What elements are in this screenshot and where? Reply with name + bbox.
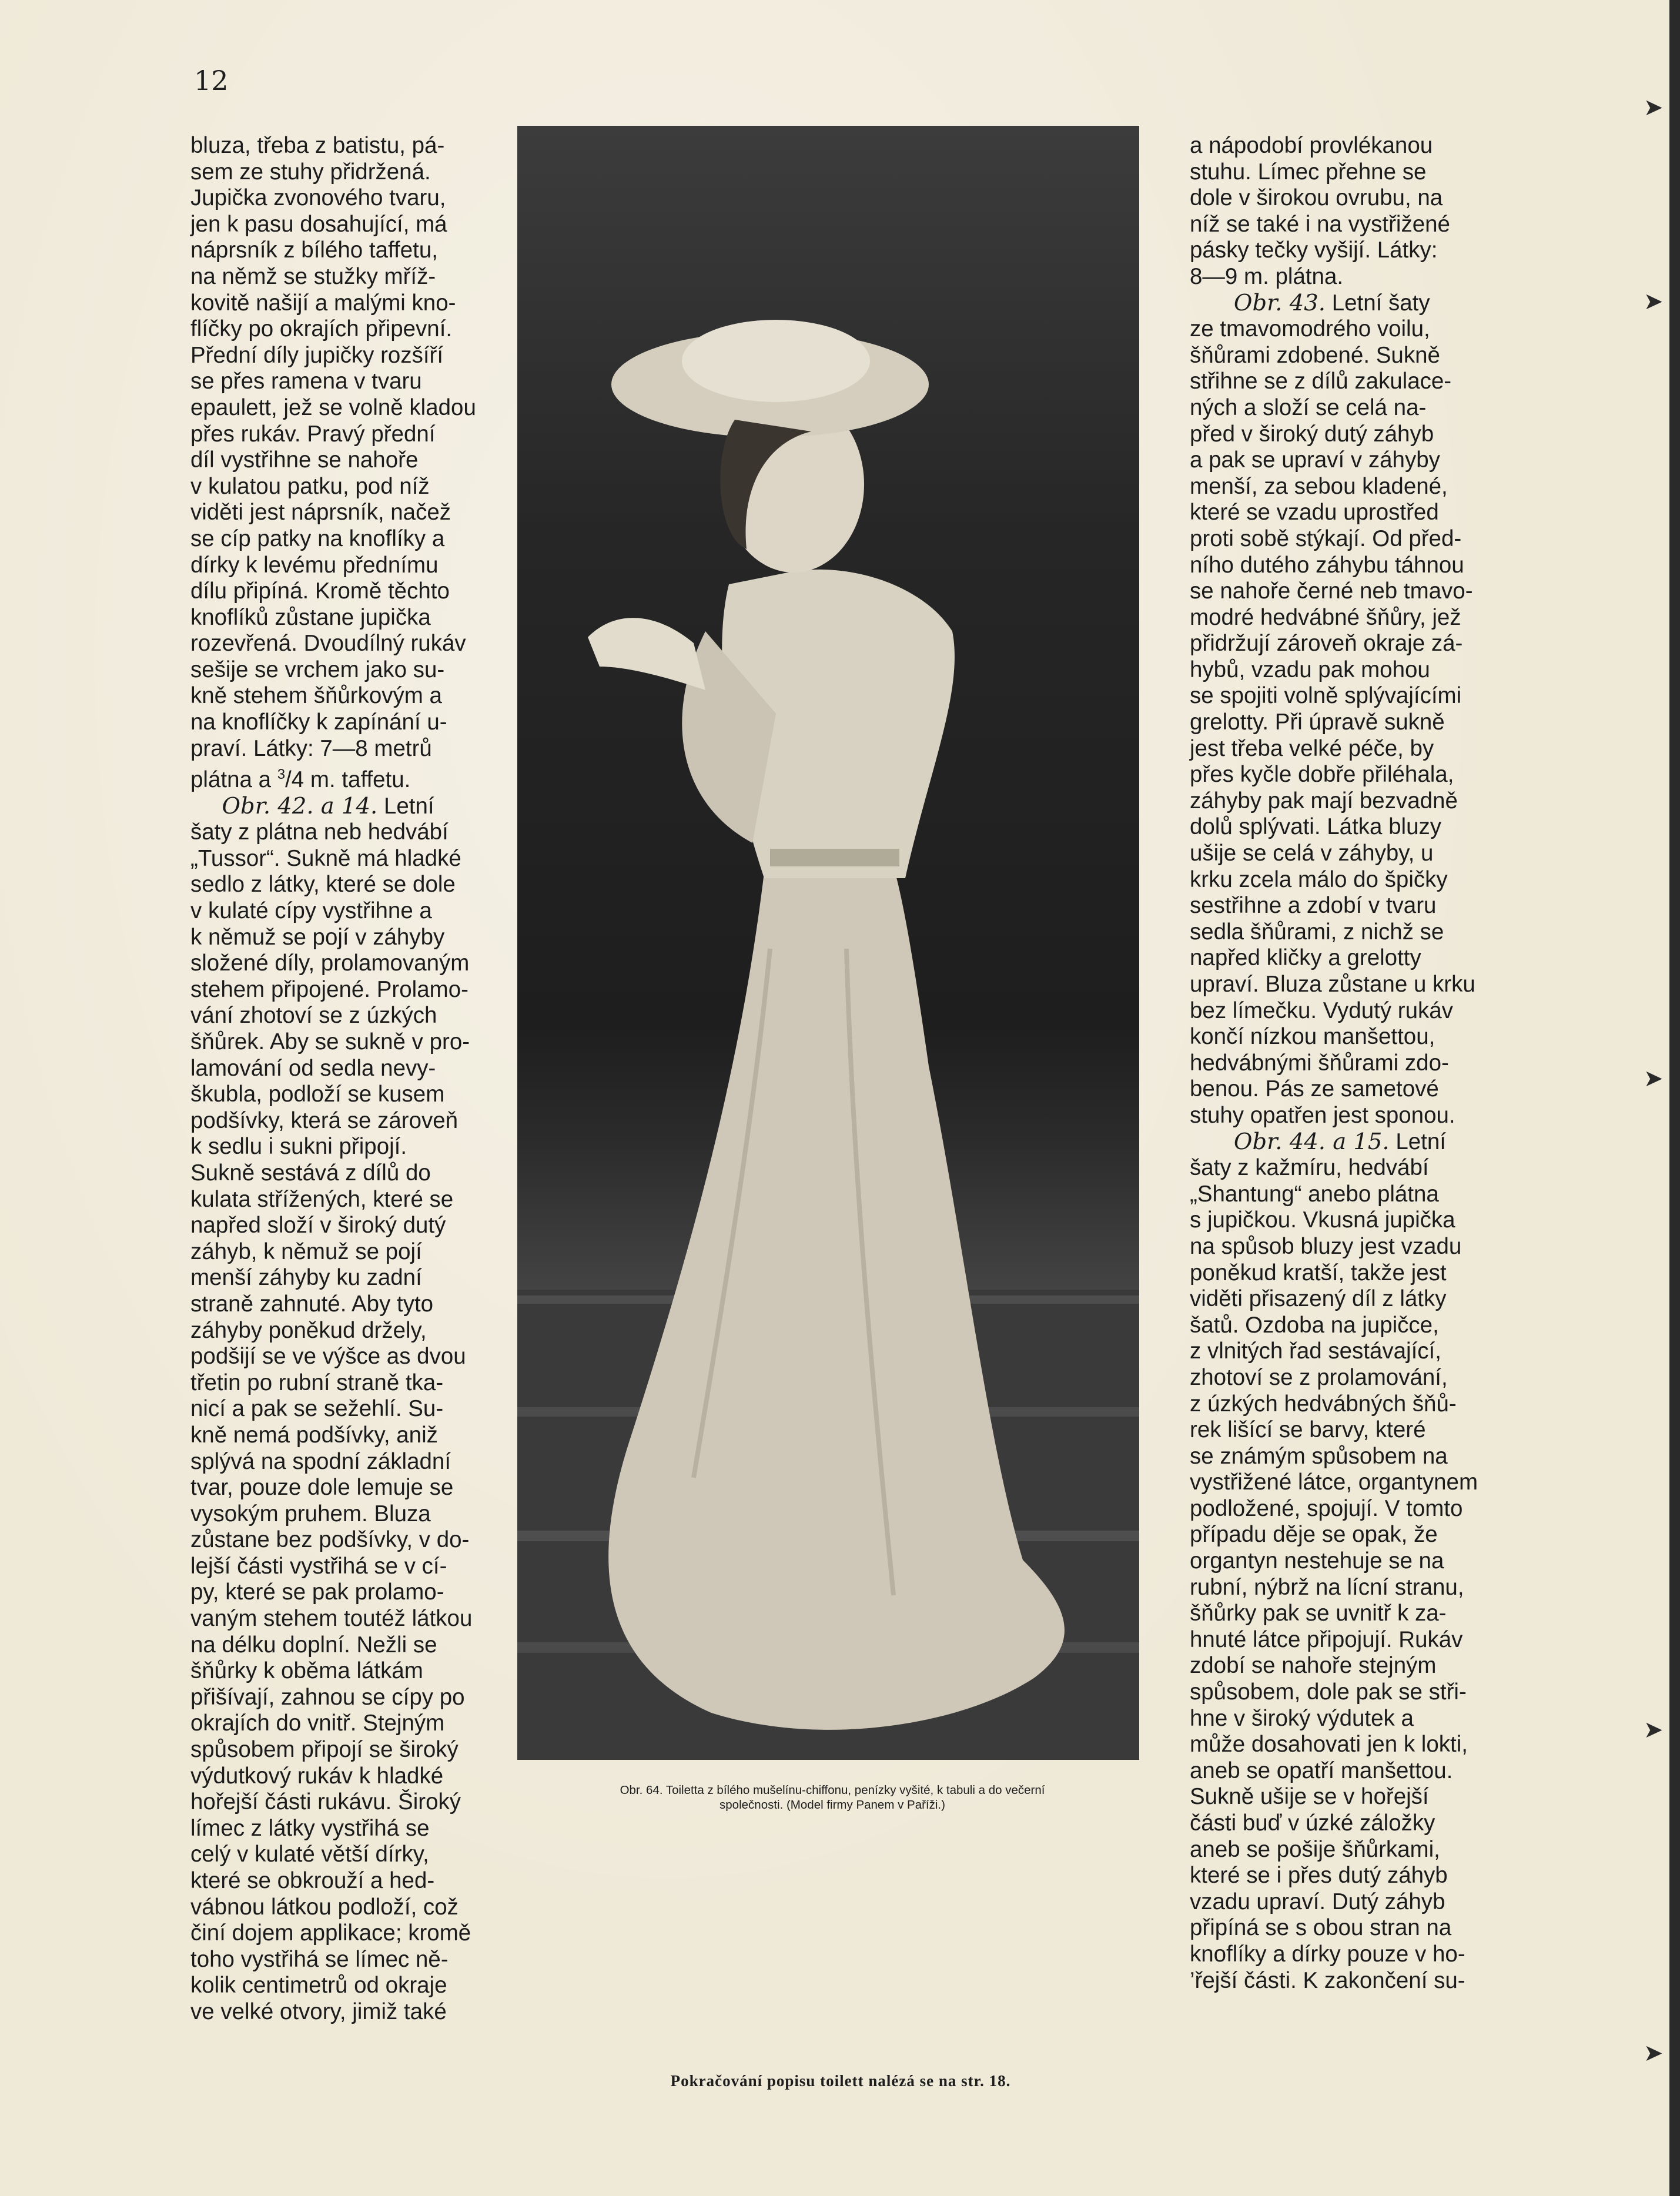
scan-edge <box>1669 0 1680 2196</box>
text-line: může dosahovati jen k lokti, <box>1190 1732 1468 1758</box>
text-line: celý v kulaté větší dírky, <box>190 1842 429 1867</box>
text-line: flíčky po okrajích připevní. <box>190 316 453 342</box>
figure-reference: Obr. 42. a 14. <box>222 792 378 819</box>
text-line: k sedlu i sukni připojí. <box>190 1134 407 1160</box>
text-line: podšívky, která se zároveň <box>190 1107 459 1133</box>
text-line: jen k pasu dosahující, má <box>190 211 447 237</box>
text-line: třetin po rubní straně tka- <box>190 1370 444 1395</box>
section-heading-line <box>190 794 478 820</box>
figure-caption <box>515 1783 1150 1812</box>
text-line: knoflíků zůstane jupička <box>190 604 431 630</box>
text-line: případu děje se opak, že <box>1190 1522 1438 1548</box>
text-line: šaty z kažmíru, hedvábí <box>1190 1155 1429 1181</box>
text-line: s jupičkou. Vkusná jupička <box>1190 1207 1455 1233</box>
text-line: límec z látky vystřihá se <box>190 1815 430 1841</box>
text-line: výdutkový rukáv k hladké <box>190 1763 444 1789</box>
text-line: 8—9 m. plátna. <box>1190 263 1344 289</box>
text-line: lejší části vystřihá se v cí- <box>190 1553 447 1579</box>
text-line: menší, za sebou kladené, <box>1190 473 1448 499</box>
text-line: zůstane bez podšívky, v do- <box>190 1527 470 1553</box>
text-line: které se obkrouží a hed- <box>190 1868 435 1894</box>
text-line: krku zcela málo do špičky <box>1190 866 1448 892</box>
section-heading-line <box>1190 290 1478 317</box>
page-number: 12 <box>194 65 229 96</box>
text-line: rek lišící se barvy, které <box>1190 1417 1426 1443</box>
text-line: hořejší části rukávu. Široký <box>190 1789 461 1815</box>
text-line: z vlnitých řad sestávající, <box>1190 1338 1441 1364</box>
text-line: části buď v úzké záložky <box>1190 1810 1435 1836</box>
text-line: a pak se upraví v záhyby <box>1190 447 1440 473</box>
text-line: upraví. Bluza zůstane u krku <box>1190 972 1475 997</box>
text-line: „Tussor“. Sukně má hladké <box>190 845 461 871</box>
left-text-column <box>190 133 478 2026</box>
text-line: viděti jest náprsník, načež <box>190 500 451 525</box>
text-line: šatů. Ozdoba na jupičce, <box>1190 1312 1439 1338</box>
margin-arrow-icon: ➤ <box>1644 1717 1664 1743</box>
text-line: stuhy opatřen jest sponou. <box>1190 1102 1455 1128</box>
text-line: rozevřená. Dvoudílný rukáv <box>190 631 466 657</box>
text-line: dírky k levému přednímu <box>190 552 439 578</box>
text-line: ze tmavomodrého voilu, <box>1190 316 1430 342</box>
text-line: končí nízkou manšettou, <box>1190 1024 1435 1050</box>
text-line: přes rukáv. Pravý přední <box>190 421 436 447</box>
text-line: aneb se opatří manšettou. <box>1190 1758 1453 1783</box>
text-line: stuhu. Límec přehne se <box>1190 159 1427 185</box>
text-line: ’řejší části. K zakončení su- <box>1190 1967 1465 1993</box>
continuation-note: Pokračování popisu toilett nalézá se na str. 18. <box>670 2072 1011 2090</box>
text-line: se spojiti volně splývajícími <box>1190 683 1462 709</box>
text-line: sestřihne a zdobí v tvaru <box>1190 893 1437 919</box>
text-line: Jupička zvonového tvaru, <box>190 185 446 211</box>
text-line: přes kyčle dobře přiléhala, <box>1190 762 1454 788</box>
text-line: dílu připíná. Kromě těchto <box>190 578 450 604</box>
text-line: na knoflíčky k zapínání u- <box>190 709 447 735</box>
text-line: lamování od sedla nevy- <box>190 1055 436 1081</box>
text-line: toho vystřihá se límec ně- <box>190 1946 449 1972</box>
text-line: napřed složí v široký dutý <box>190 1213 446 1238</box>
text-fragment: Letní <box>1395 1129 1446 1154</box>
text-line: aneb se pošije šňůrkami, <box>1190 1836 1440 1862</box>
text-line: „Shantung“ anebo plátna <box>1190 1181 1439 1207</box>
text-line: šňůrky k oběma látkám <box>190 1658 423 1684</box>
text-line: vystřižené látce, organtynem <box>1190 1469 1478 1495</box>
text-line: straně zahnuté. Aby tyto <box>190 1291 434 1317</box>
text-line: modré hedvábné šňůry, jež <box>1190 604 1461 630</box>
text-line: ných a složí se celá na- <box>1190 394 1427 420</box>
text-fragment: /4 m. taffetu. <box>285 767 411 793</box>
caption-line: Obr. 64. Toiletta z bílého mušelínu-chiffonu, penízky vyšité, k tabuli a do večerní <box>620 1783 1045 1797</box>
text-line: nicí a pak se sežehlí. Su- <box>190 1396 444 1422</box>
text-line: Přední díly jupičky rozšíří <box>190 342 444 368</box>
text-line: na délku doplní. Nežli se <box>190 1632 437 1658</box>
text-line: činí dojem applikace; kromě <box>190 1920 471 1946</box>
margin-arrow-icon: ➤ <box>1644 95 1664 120</box>
text-line: se známým spůsobem na <box>1190 1443 1448 1469</box>
text-line: hedvábnými šňůrami zdo- <box>1190 1050 1449 1076</box>
text-line: šňůrky pak se uvnitř k za- <box>1190 1601 1447 1626</box>
figure-reference: Obr. 44. a 15. <box>1233 1128 1390 1155</box>
text-line: pásky tečky vyšijí. Látky: <box>1190 237 1438 263</box>
fashion-photograph <box>517 126 1139 1760</box>
text-fragment: plátna a <box>190 767 272 793</box>
text-fragment: Letní šaty <box>1331 290 1430 316</box>
text-line: Sukně sestává z dílů do <box>190 1160 431 1186</box>
text-line: vaným stehem toutéž látkou <box>190 1606 473 1632</box>
text-line: menší záhyby ku zadní <box>190 1265 422 1291</box>
text-line: záhyb, k němuž se pojí <box>190 1238 422 1264</box>
text-line: které se vzadu uprostřed <box>1190 500 1439 525</box>
text-line: podložené, spojují. V tomto <box>1190 1495 1463 1521</box>
section-heading-line <box>1190 1129 1478 1156</box>
text-line: složené díly, prolamovaným <box>190 950 470 976</box>
text-line: sedla šňůrami, z nichž se <box>1190 919 1444 945</box>
text-line: náprsník z bílého taffetu, <box>190 237 438 263</box>
text-line: se přes ramena v tvaru <box>190 369 422 394</box>
text-line: bez límečku. Vydutý rukáv <box>1190 997 1453 1023</box>
text-line: šňůrami zdobené. Sukně <box>1190 342 1440 368</box>
text-line: proti sobě stýkají. Od před- <box>1190 525 1462 551</box>
text-line: škubla, podloží se kusem <box>190 1082 445 1107</box>
text-line: benou. Pás ze sametové <box>1190 1076 1439 1102</box>
text-line: organtyn nestehuje se na <box>1190 1548 1444 1574</box>
text-line: přišívají, zahnou se cípy po <box>190 1684 465 1710</box>
text-line: záhyby poněkud držely, <box>190 1317 427 1343</box>
text-line: které se i přes dutý záhyb <box>1190 1863 1448 1889</box>
text-line: ního dutého záhybu táhnou <box>1190 552 1464 578</box>
text-line: praví. Látky: 7—8 metrů <box>190 735 432 761</box>
text-line: tvar, pouze dole lemuje se <box>190 1475 454 1501</box>
text-line: kolik centimetrů od okraje <box>190 1973 447 1999</box>
figure-reference: Obr. 43. <box>1233 289 1326 316</box>
text-line: knoflíky a dírky pouze v ho- <box>1190 1941 1465 1967</box>
margin-arrow-icon: ➤ <box>1644 2040 1664 2066</box>
text-line: zhotoví se z prolamování, <box>1190 1364 1448 1390</box>
text-line: podšijí se ve výšce as dvou <box>190 1344 466 1370</box>
margin-arrow-icon: ➤ <box>1644 289 1664 314</box>
text-line: před v široký dutý záhyb <box>1190 421 1434 447</box>
text-line: ve velké otvory, jimiž také <box>190 1999 447 2024</box>
text-line: viděti přisazený díl z látky <box>1190 1286 1447 1312</box>
text-line: okrajích do vnitř. Stejným <box>190 1710 445 1736</box>
text-line: sedlo z látky, které se dole <box>190 872 456 898</box>
text-line: spůsobem, dole pak se stři- <box>1190 1679 1467 1705</box>
text-line: na němž se stužky mříž- <box>190 263 436 289</box>
text-line: kně stehem šňůrkovým a <box>190 683 442 709</box>
text-line: epaulett, jež se volně kladou <box>190 394 476 420</box>
text-line: py, které se pak prolamo- <box>190 1579 444 1605</box>
text-line: záhyby pak mají bezvadně <box>1190 788 1458 814</box>
text-line <box>190 762 478 793</box>
text-line: z úzkých hedvábných šňů- <box>1190 1391 1457 1417</box>
text-line: jest třeba velké péče, by <box>1190 735 1434 761</box>
text-line: stehem připojené. Prolamo- <box>190 976 468 1002</box>
margin-arrow-icon: ➤ <box>1644 1066 1664 1092</box>
text-line: níž se také i na vystřižené <box>1190 211 1450 237</box>
text-line: se nahoře černé neb tmavo- <box>1190 578 1473 604</box>
text-line: a nápodobí provlékanou <box>1190 133 1433 158</box>
text-line: splývá na spodní základní <box>190 1448 451 1474</box>
text-line: dole v širokou ovrubu, na <box>1190 185 1443 211</box>
text-line: vábnou látkou podloží, což <box>190 1894 459 1920</box>
woman-in-gown-illustration <box>517 126 1139 1760</box>
text-line: střihne se z dílů zakulace- <box>1190 369 1452 394</box>
text-line: kovitě našijí a malými kno- <box>190 290 456 316</box>
text-line: šaty z plátna neb hedvábí <box>190 819 449 845</box>
text-line: v kulatou patku, pod níž <box>190 473 430 499</box>
text-line: rubní, nýbrž na lícní stranu, <box>1190 1574 1464 1600</box>
text-line: grelotty. Při úpravě sukně <box>1190 709 1445 735</box>
text-line: sešije se vrchem jako su- <box>190 657 445 682</box>
text-line: kně nemá podšívky, aniž <box>190 1422 438 1448</box>
text-fragment: Letní <box>383 793 434 819</box>
text-line: v kulaté cípy vystřihne a <box>190 898 432 924</box>
text-line: hnuté látce připojují. Rukáv <box>1190 1626 1463 1652</box>
text-line: poněkud kratší, takže jest <box>1190 1260 1447 1286</box>
text-line: kulata střížených, které se <box>190 1186 454 1212</box>
text-line: spůsobem připojí se široký <box>190 1737 459 1763</box>
text-line: se cíp patky na knoflíky a <box>190 525 445 551</box>
text-line: na spůsob bluzy jest vzadu <box>1190 1233 1462 1259</box>
text-line: k němuž se pojí v záhyby <box>190 924 445 950</box>
text-line: díl vystřihne se nahoře <box>190 447 419 473</box>
text-line: šňůrek. Aby se sukně v pro- <box>190 1029 470 1055</box>
text-line: dolů splývati. Látka bluzy <box>1190 814 1442 840</box>
text-line: ušije se celá v záhyby, u <box>1190 841 1434 866</box>
text-line: napřed kličky a grelotty <box>1190 945 1421 971</box>
text-line: hne v široký výdutek a <box>1190 1705 1414 1731</box>
text-line: přidržují zároveň okraje zá- <box>1190 631 1463 657</box>
caption-line: společnosti. (Model firmy Panem v Paříži.) <box>719 1798 945 1812</box>
text-line: připíná se s obou stran na <box>1190 1915 1452 1941</box>
right-text-column <box>1190 133 1478 1994</box>
text-line: bluza, třeba z batistu, pá- <box>190 133 445 158</box>
text-line: vzadu upraví. Dutý záhyb <box>1190 1889 1445 1914</box>
text-line: vání zhotoví se z úzkých <box>190 1003 437 1029</box>
text-line: Sukně ušije se v hořejší <box>1190 1784 1429 1810</box>
text-line: hybů, vzadu pak mohou <box>1190 657 1430 682</box>
text-line: sem ze stuhy přidržená. <box>190 159 431 185</box>
text-line: vysokým pruhem. Bluza <box>190 1501 431 1527</box>
fraction-superscript: 3 <box>277 766 286 783</box>
text-line: zdobí se nahoře stejným <box>1190 1653 1437 1679</box>
